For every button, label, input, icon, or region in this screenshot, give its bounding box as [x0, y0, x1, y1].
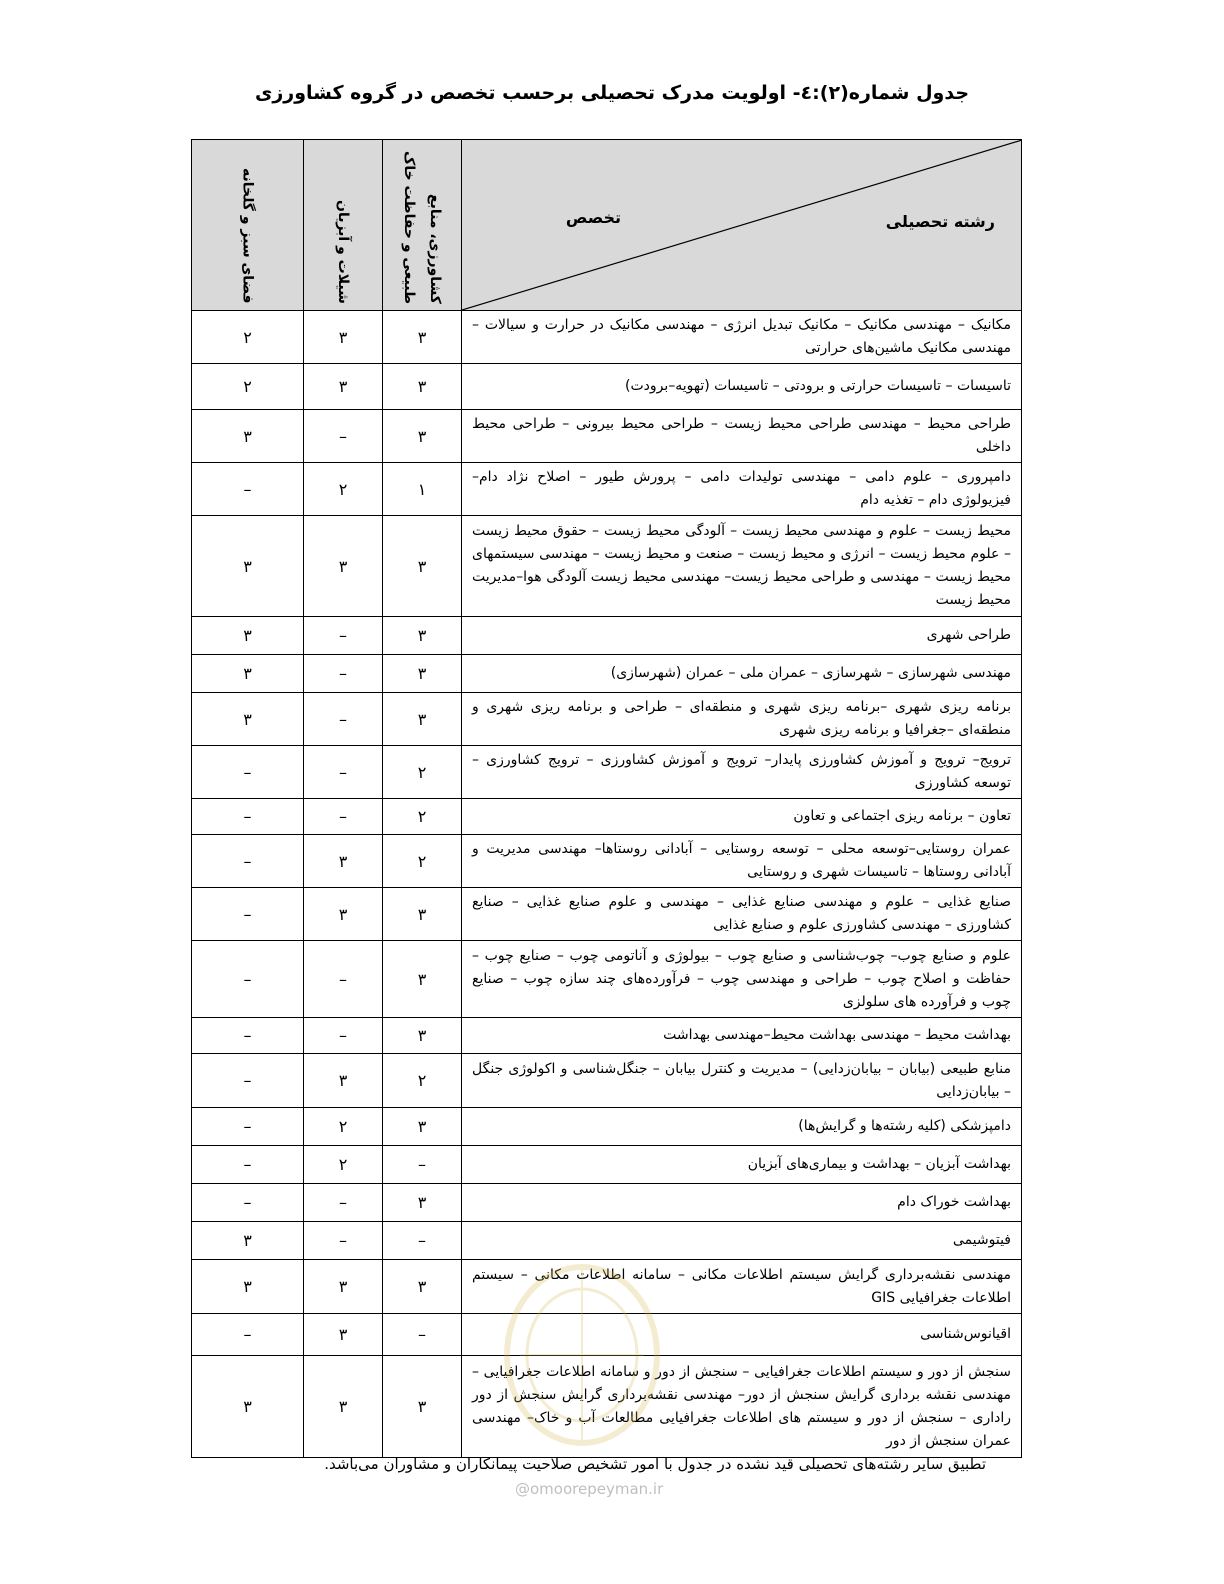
row-value-greenspace: ۲	[192, 364, 304, 410]
row-field-desc: منابع طبیعی (بیابان – بیابان‌زدایی) – مدیریت و کنترل بیابان – جنگل‌شناسی و اکولوژی جنگل – بیابان‌زدایی	[462, 1054, 1022, 1108]
row-value-fisheries: ۳	[304, 1260, 383, 1314]
table-row	[192, 311, 1022, 364]
row-value-agriculture: ۲	[383, 746, 462, 799]
table-row	[192, 617, 1022, 655]
header-col-fisheries-label: شیلات و آبزیان	[335, 200, 351, 304]
table-row	[192, 888, 1022, 941]
row-value-agriculture: ۳	[383, 1108, 462, 1146]
table-row	[192, 1146, 1022, 1184]
header-col-agriculture-label: کشاورزی، منابع طبیعی و حفاظت خاک	[401, 150, 443, 304]
row-value-fisheries: –	[304, 1222, 383, 1260]
row-value-fisheries: –	[304, 655, 383, 693]
row-field-desc: عمران روستایی–توسعه محلی – توسعه روستایی – آبادانی روستاها– مهندسی مدیریت و آبادانی روستاها – تاسیسات شهری و روستایی	[462, 835, 1022, 888]
table-row	[192, 1222, 1022, 1260]
row-value-fisheries: –	[304, 1184, 383, 1222]
row-value-agriculture: –	[383, 1222, 462, 1260]
row-value-agriculture: ۳	[383, 617, 462, 655]
row-value-greenspace: –	[192, 941, 304, 1018]
watermark-logo-icon	[500, 1260, 665, 1470]
row-value-agriculture: ۳	[383, 311, 462, 364]
row-value-greenspace: ۳	[192, 1356, 304, 1458]
row-field-desc: مهندسی نقشه‌برداری گرایش سیستم اطلاعات مکانی – سامانه اطلاعات مکانی – سیستم اطلاعات جغرافیایی GIS	[462, 1260, 1022, 1314]
table-title: جدول شماره(۲):٤- اولویت مدرک تحصیلی برحسب تخصص در گروه کشاورزی	[254, 82, 970, 104]
row-field-desc: محیط زیست – علوم و مهندسی محیط زیست – آلودگی محیط زیست – حقوق محیط زیست – علوم محیط زیست – انرژی و محیط زیست – صنعت و محیط زیست – مهندسی سیستمهای محیط زیست – مهندسی و طراحی محیط زیست– مهندسی محیط زیست آلودگی هوا–مدیریت محیط زیست	[462, 516, 1022, 617]
row-value-fisheries: ۳	[304, 888, 383, 941]
row-value-greenspace: ۳	[192, 693, 304, 746]
row-value-fisheries: –	[304, 799, 383, 835]
watermark-handle: @omoorepeyman.ir	[515, 1480, 664, 1498]
row-value-greenspace: –	[192, 1184, 304, 1222]
table-row	[192, 693, 1022, 746]
row-value-greenspace: –	[192, 1314, 304, 1356]
row-value-agriculture: ۳	[383, 655, 462, 693]
row-value-agriculture: ۳	[383, 410, 462, 463]
table-row	[192, 1108, 1022, 1146]
row-value-agriculture: ۲	[383, 835, 462, 888]
row-field-desc: برنامه ریزی شهری –برنامه ریزی شهری و منطقه‌ای – طراحی و برنامه ریزی شهری و منطقه‌ای –جغرافیا و برنامه ریزی شهری	[462, 693, 1022, 746]
header-col-greenspace-label: فضای سبز و گلخانه	[239, 168, 256, 304]
row-value-greenspace: –	[192, 799, 304, 835]
row-value-greenspace: ۳	[192, 655, 304, 693]
row-value-agriculture: ۳	[383, 888, 462, 941]
table-row	[192, 364, 1022, 410]
row-field-desc: تعاون – برنامه ریزی اجتماعی و تعاون	[462, 799, 1022, 835]
table-row	[192, 410, 1022, 463]
table-row	[192, 516, 1022, 617]
table-row	[192, 655, 1022, 693]
row-value-greenspace: –	[192, 888, 304, 941]
row-value-fisheries: –	[304, 693, 383, 746]
row-value-agriculture: ۲	[383, 1054, 462, 1108]
row-value-greenspace: ۳	[192, 1260, 304, 1314]
row-value-greenspace: –	[192, 463, 304, 516]
row-value-fisheries: ۲	[304, 463, 383, 516]
header-specialty-label: تخصص	[565, 208, 621, 227]
row-value-greenspace: –	[192, 1018, 304, 1054]
row-value-fisheries: ۲	[304, 1108, 383, 1146]
header-diagonal-cell	[462, 140, 1022, 311]
row-value-greenspace: –	[192, 1054, 304, 1108]
row-value-fisheries: ۳	[304, 835, 383, 888]
row-value-fisheries: ۳	[304, 516, 383, 617]
row-field-desc: بهداشت محیط – مهندسی بهداشت محیط–مهندسی بهداشت	[462, 1018, 1022, 1054]
row-value-agriculture: ۳	[383, 516, 462, 617]
row-field-desc: مکانیک – مهندسی مکانیک – مکانیک تبدیل انرژی – مهندسی مکانیک در حرارت و سیالات – مهندسی مکانیک ماشین‌های حرارتی	[462, 311, 1022, 364]
row-value-agriculture: –	[383, 1314, 462, 1356]
row-field-desc: دامپزشکی (کلیه رشته‌ها و گرایش‌ها)	[462, 1108, 1022, 1146]
row-value-agriculture: ۳	[383, 1260, 462, 1314]
row-value-agriculture: ۲	[383, 799, 462, 835]
row-field-desc: بهداشت خوراک دام	[462, 1184, 1022, 1222]
footer-note: تطبیق سایر رشته‌های تحصیلی قید نشده در جدول با امور تشخیص صلاحیت پیمانکاران و مشاوران می‌باشد.	[324, 1455, 986, 1473]
header-col-fisheries	[304, 140, 383, 311]
row-value-agriculture: ۳	[383, 693, 462, 746]
row-value-fisheries: –	[304, 1018, 383, 1054]
row-value-fisheries: ۳	[304, 1314, 383, 1356]
row-field-desc: طراحی محیط – مهندسی طراحی محیط زیست – طراحی محیط بیرونی – طراحی محیط داخلی	[462, 410, 1022, 463]
table-row	[192, 1184, 1022, 1222]
row-value-fisheries: ۳	[304, 311, 383, 364]
row-value-greenspace: ۲	[192, 311, 304, 364]
row-value-agriculture: ۳	[383, 364, 462, 410]
header-col-agriculture	[383, 140, 462, 311]
row-value-agriculture: ۳	[383, 1184, 462, 1222]
row-field-desc: اقیانوس‌شناسی	[462, 1314, 1022, 1356]
row-value-fisheries: –	[304, 941, 383, 1018]
row-field-desc: صنایع غذایی – علوم و مهندسی صنایع غذایی – مهندسی و علوم صنایع غذایی – صنایع کشاورزی – مهندسی کشاورزی علوم و صنایع غذایی	[462, 888, 1022, 941]
row-value-fisheries: –	[304, 746, 383, 799]
row-value-greenspace: –	[192, 1108, 304, 1146]
row-field-desc: دامپروری – علوم دامی – مهندسی تولیدات دامی – پرورش طیور – اصلاح نژاد دام– فیزیولوژی دام – تغذیه دام	[462, 463, 1022, 516]
row-field-desc: مهندسی شهرسازی – شهرسازی – عمران ملی – عمران (شهرسازی)	[462, 655, 1022, 693]
table-row	[192, 941, 1022, 1018]
row-field-desc: ترویج– ترویج و آموزش کشاورزی پایدار– ترویج و آموزش کشاورزی – ترویج کشاورزی – توسعه کشاورزی	[462, 746, 1022, 799]
table-row	[192, 1054, 1022, 1108]
row-field-desc: بهداشت آبزیان – بهداشت و بیماری‌های آبزیان	[462, 1146, 1022, 1184]
table-row	[192, 746, 1022, 799]
table-row	[192, 835, 1022, 888]
row-value-greenspace: ۳	[192, 1222, 304, 1260]
header-col-greenspace	[192, 140, 304, 311]
row-value-agriculture: –	[383, 1146, 462, 1184]
row-value-fisheries: –	[304, 410, 383, 463]
row-field-desc: علوم و صنایع چوب– چوب‌شناسی و صنایع چوب – بیولوژی و آناتومی چوب – صنایع چوب – حفاظت و اصلاح چوب – طراحی و مهندسی چوب – فرآورده‌های چند سازه چوب – صنایع چوب و فرآورده های سلولزی	[462, 941, 1022, 1018]
row-value-fisheries: ۳	[304, 364, 383, 410]
row-value-greenspace: ۳	[192, 617, 304, 655]
table-row	[192, 799, 1022, 835]
row-value-agriculture: ۳	[383, 1356, 462, 1458]
row-value-agriculture: ۱	[383, 463, 462, 516]
row-value-fisheries: –	[304, 617, 383, 655]
row-value-agriculture: ۳	[383, 941, 462, 1018]
row-field-desc: طراحی شهری	[462, 617, 1022, 655]
row-value-greenspace: ۳	[192, 410, 304, 463]
table-row	[192, 463, 1022, 516]
row-field-desc: تاسیسات – تاسیسات حرارتی و برودتی – تاسیسات (تهویه–برودت)	[462, 364, 1022, 410]
row-value-greenspace: ۳	[192, 516, 304, 617]
row-field-desc: سنجش از دور و سیستم اطلاعات جغرافیایی – سنجش از دور و سامانه اطلاعات جغرافیایی – مهندسی نقشه برداری گرایش سنجش از دور– مهندسی نقشه‌برداری گرایش سنجش از دور راداری – سنجش از دور و سیستم های اطلاعات جغرافیایی مطالعات آب و خاک– مهندسی عمران سنجش از دور	[462, 1356, 1022, 1458]
row-value-greenspace: –	[192, 746, 304, 799]
row-value-fisheries: ۳	[304, 1054, 383, 1108]
row-value-fisheries: ۲	[304, 1146, 383, 1184]
row-value-fisheries: ۳	[304, 1356, 383, 1458]
table-header-row	[192, 140, 1022, 311]
row-value-agriculture: ۳	[383, 1018, 462, 1054]
table-row	[192, 1018, 1022, 1054]
row-field-desc: فیتوشیمی	[462, 1222, 1022, 1260]
header-field-label: رشته تحصیلی	[885, 212, 995, 231]
row-value-greenspace: –	[192, 835, 304, 888]
row-value-greenspace: –	[192, 1146, 304, 1184]
